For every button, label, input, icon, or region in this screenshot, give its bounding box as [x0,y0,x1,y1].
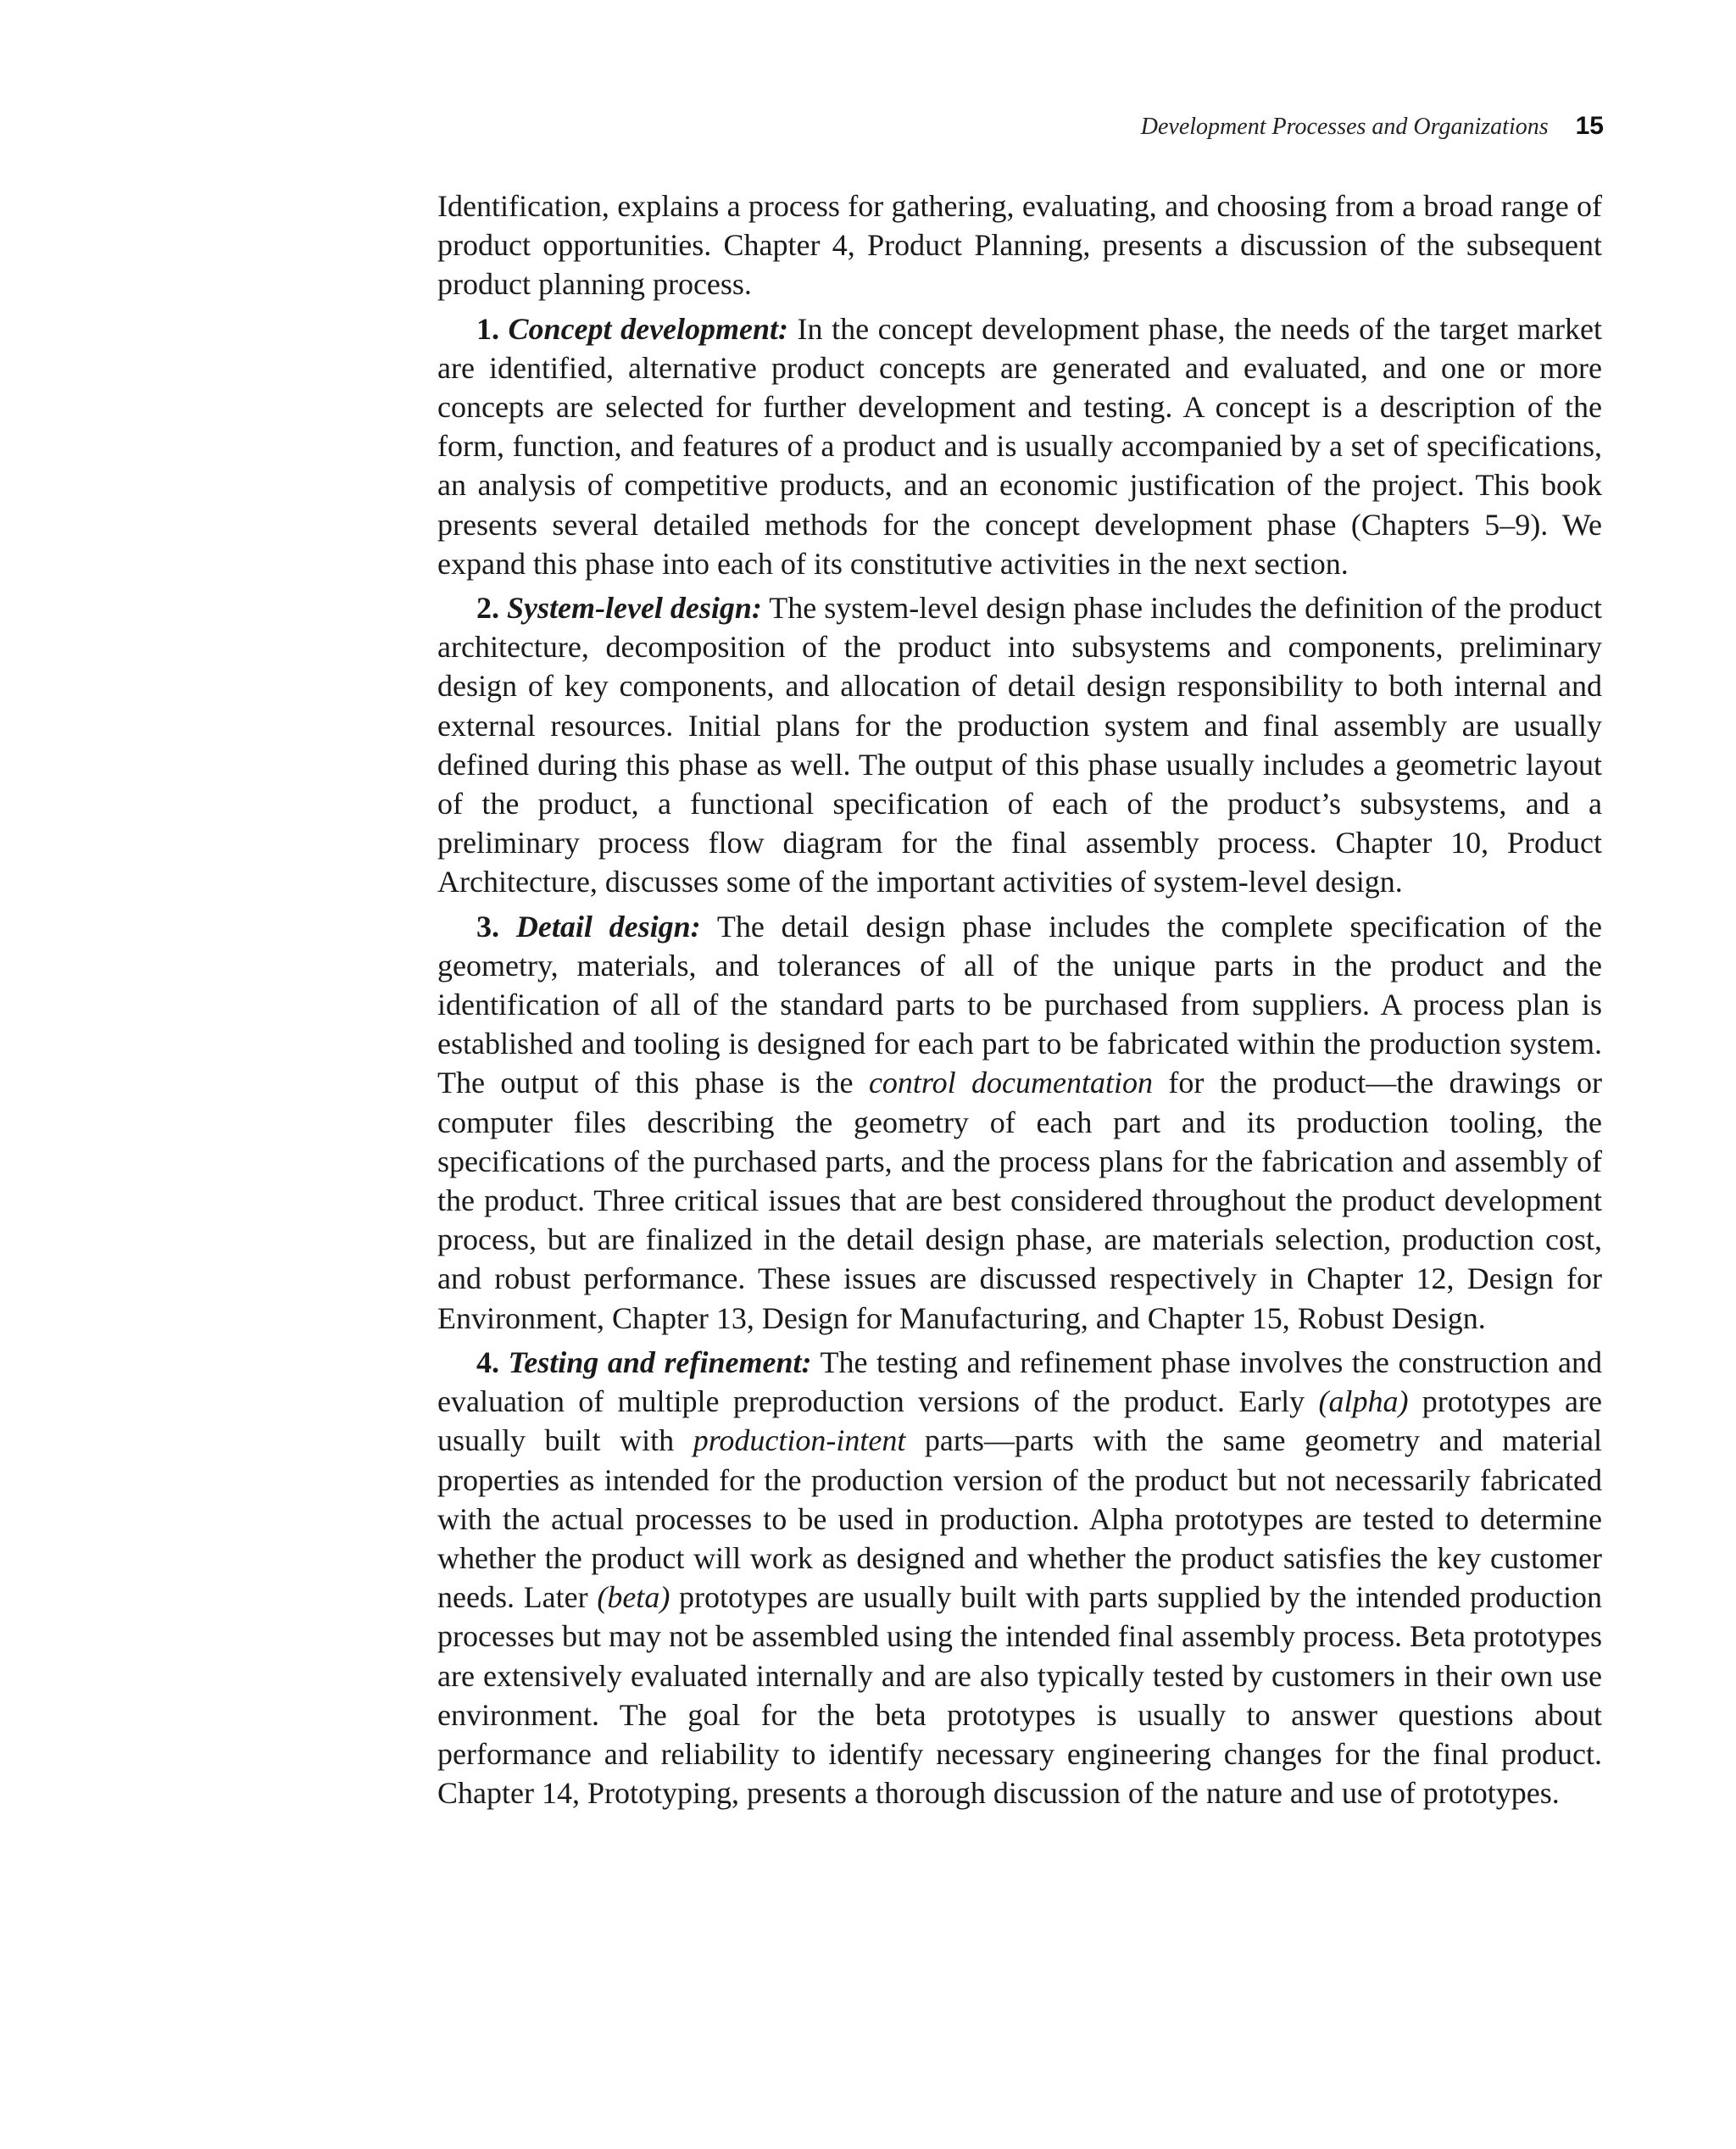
phase-term: Testing and refinement: [508,1345,812,1379]
phase-paragraph-system-level-design [437,588,1602,902]
phase-term: Concept development: [508,311,789,346]
page-number: 15 [1575,112,1604,140]
italic-term: (alpha) [1318,1384,1409,1419]
phase-text: The system-level design phase includes the definition of the product architecture, decomposition of the product into subsystems and components, preliminary design of key components, and allocation of detail design responsibility to both internal and external resources. Initial plans for the production system and final assembly are usually defined during this phase as well. The output of this phase usually includes a geometric layout of the product, a functional specification of each of the product’s subsystems, and a preliminary process flow diagram for the final assembly process. Chapter 10, Product Architecture, discusses some of the important activities of system-level design. [437,591,1603,899]
phase-paragraph-concept-development [437,309,1602,583]
phase-text: The detail design phase includes the complete specification of the geometry, materials, and tolerances of all of the unique parts in the product and the identification of all of the standard parts to be purchased from suppliers. A process plan is established and tooling is designed for each part to be fabricated within the production system. The output of this phase is the [437,909,1603,1100]
phase-number: 4. [476,1345,499,1379]
running-title: Development Processes and Organizations [1140,114,1549,140]
body-text [437,187,1602,1818]
phase-paragraph-testing-and-refinement [437,1343,1602,1812]
phase-number: 1. [476,311,499,346]
phase-term: Detail design: [515,909,701,944]
phase-number: 3. [476,909,499,944]
phase-text: prototypes are usually built with [437,1384,1602,1458]
phase-text: The testing and refinement phase involves the construction and evaluation of multiple preproduction versions of the product. Early [437,1345,1603,1419]
phase-text: parts—parts with the same geometry and material properties as intended for the production version of the product but not necessarily fabricated with the actual processes to be used in production. Alpha prototypes are tested to determine whether the product will work as designed and whether the product satisfies the key customer needs. Later [437,1423,1603,1615]
phase-text: In the concept development phase, the needs of the target market are identified, alternative product concepts are generated and evaluated, and one or more concepts are selected for further development and testing. A concept is a description of the form, function, and features of a product and is usually accompanied by a set of specifications, an analysis of competitive products, and an economic justification of the project. This book presents several detailed methods for the concept development phase (Chapters 5–9). We expand this phase into each of its constitutive activities in the next section. [437,311,1602,581]
phase-text: for the product—the drawings or computer files describing the geometry of each part and its production tooling, the specifications of the purchased parts, and the process plans for the fabrication and assembly of the product. Three critical issues that are best considered throughout the product development process, but are finalized in the detail design phase, are materials selection, production cost, and robust performance. These issues are discussed respectively in Chapter 12, Design for Environment, Chapter 13, Design for Manufacturing, and Chapter 15, Robust Design. [437,1066,1602,1335]
phase-text: prototypes are usually built with parts supplied by the intended production processes but may not be assembled using the intended final assembly process. Beta prototypes are extensively evaluated internally and are also typically tested by customers in their own use environment. The goal for the beta prototypes is usually to answer questions about performance and reliability to identify necessary engineering changes for the final product. Chapter 14, Prototyping, presents a thorough discussion of the nature and use of prototypes. [437,1580,1603,1811]
phase-paragraph-detail-design [437,907,1602,1338]
italic-term: control documentation [868,1066,1153,1100]
italic-term: (beta) [597,1580,670,1615]
running-header [1141,112,1604,146]
phase-term: System-level design: [507,591,762,626]
phase-number: 2. [476,591,499,626]
intro-paragraph: Identification, explains a process for gathering, evaluating, and choosing from a broad range of product opportunities. Chapter 4, Product Planning, presents a discussion of the subsequent product planning process. [437,189,1602,302]
italic-term: production-intent [693,1423,906,1458]
